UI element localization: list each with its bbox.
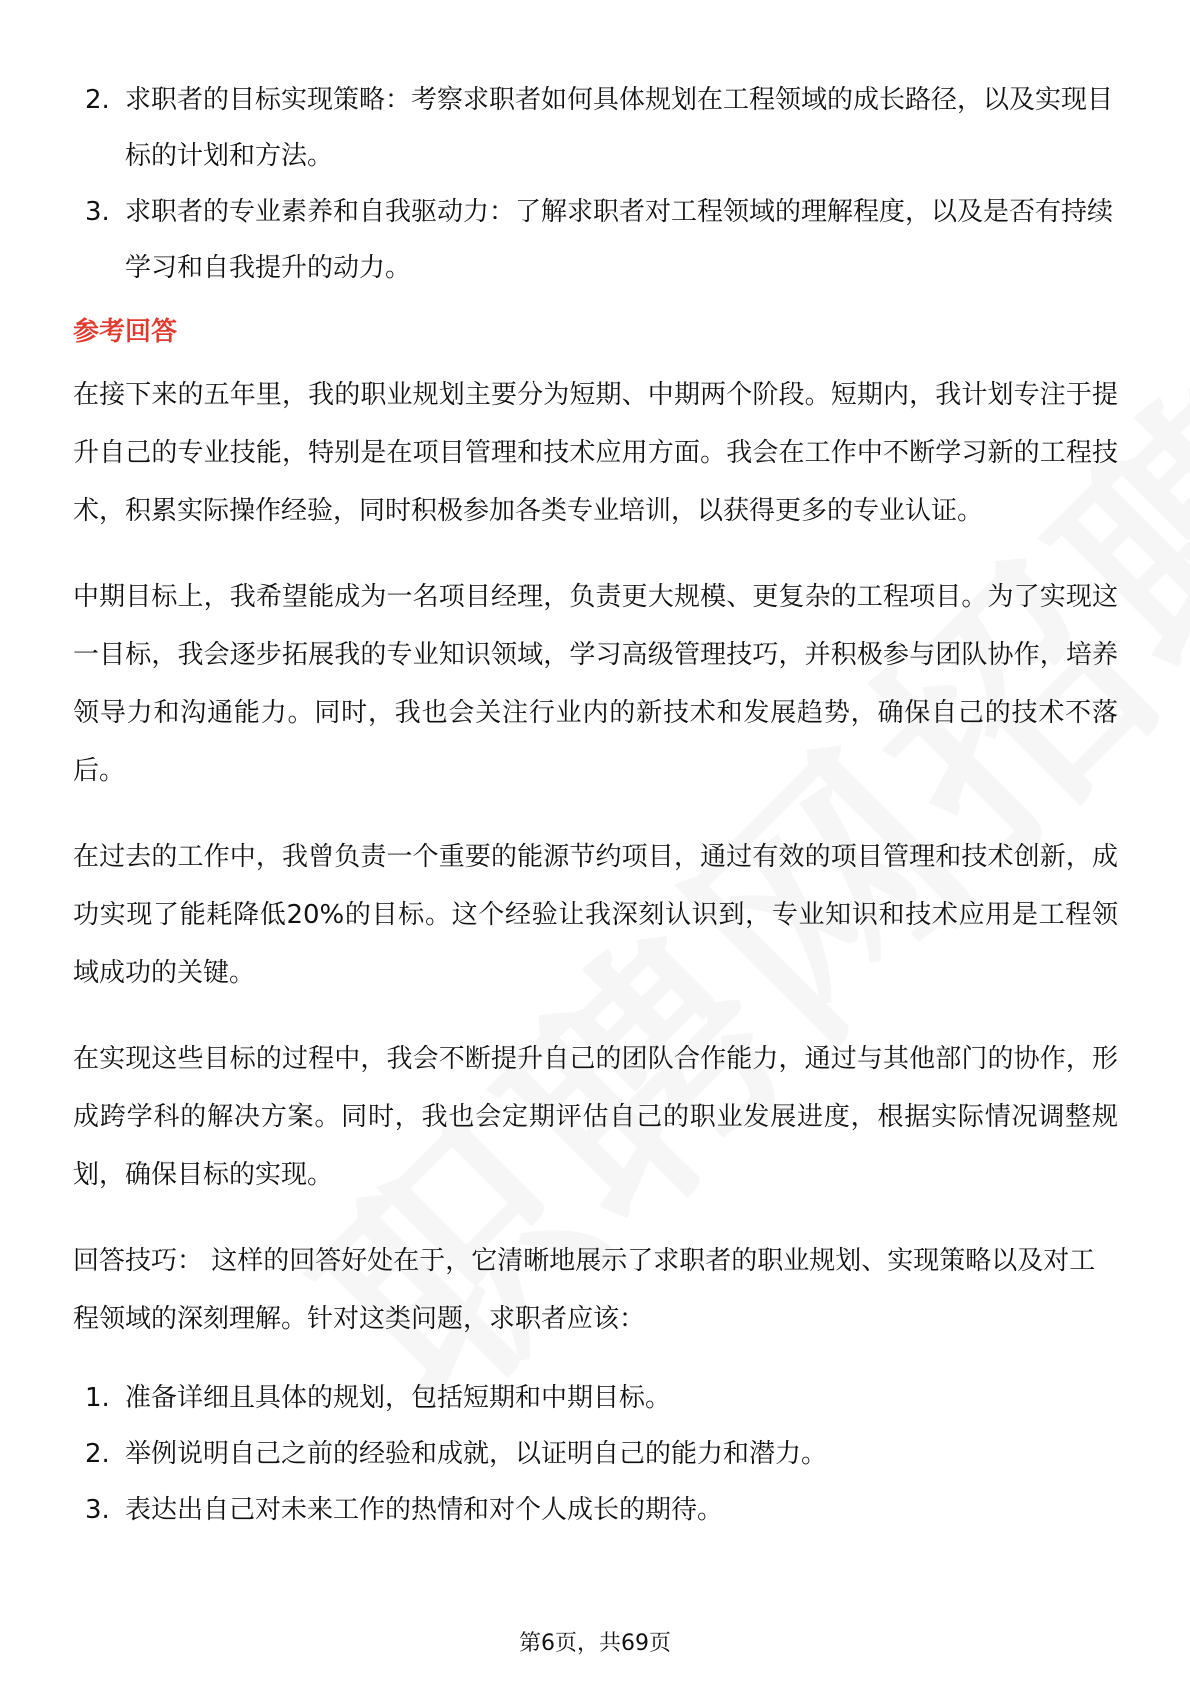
tips-list [73,1370,1118,1538]
list-item-number: 2. [85,1439,110,1469]
list-item [73,1370,1118,1426]
list-item-text: 求职者的专业素养和自我驱动力：了解求职者对工程领域的理解程度，以及是否有持续学习和自我提升的动力。 [125,197,1114,283]
list-item [73,184,1118,296]
intro-list [73,72,1118,296]
section-heading: 参考回答 [73,317,178,347]
list-item-number: 2. [85,85,110,115]
list-item-text: 举例说明自己之前的经验和成就，以证明自己的能力和潜力。 [125,1439,828,1469]
list-item [73,1426,1118,1482]
list-item-number: 3. [85,197,110,227]
list-item [73,1482,1118,1538]
list-item-text: 求职者的目标实现策略：考察求职者如何具体规划在工程领域的成长路径，以及实现目标的计划和方法。 [125,85,1114,171]
answer-tips: 回答技巧： 这样的回答好处在于，它清晰地展示了求职者的职业规划、实现策略以及对工程领域的深刻理解。针对这类问题，求职者应该： [73,1246,1096,1334]
list-item-number: 3. [85,1495,110,1525]
list-item-text: 表达出自己对未来工作的热情和对个人成长的期待。 [125,1495,724,1525]
answer-paragraph: 在接下来的五年里，我的职业规划主要分为短期、中期两个阶段。短期内，我计划专注于提升自己的专业技能，特别是在项目管理和技术应用方面。我会在工作中不断学习新的工程技术，积累实际操作经验，同时积极参加各类专业培训，以获得更多的专业认证。 [73,380,1118,526]
answer-paragraph: 中期目标上，我希望能成为一名项目经理，负责更大规模、更复杂的工程项目。为了实现这一目标，我会逐步拓展我的专业知识领域，学习高级管理技巧，并积极参与团队协作，培养领导力和沟通能力。同时，我也会关注行业内的新技术和发展趋势，确保自己的技术不落后。 [73,582,1118,786]
list-item-number: 1. [85,1383,110,1413]
page-number-footer: 第6页，共69页 [519,1631,671,1656]
list-item-text: 准备详细且具体的规划，包括短期和中期目标。 [125,1383,672,1413]
answer-paragraph: 在实现这些目标的过程中，我会不断提升自己的团队合作能力，通过与其他部门的协作，形成跨学科的解决方案。同时，我也会定期评估自己的职业发展进度，根据实际情况调整规划，确保目标的实现。 [73,1044,1118,1190]
list-item [73,72,1118,184]
answer-paragraph: 在过去的工作中，我曾负责一个重要的能源节约项目，通过有效的项目管理和技术创新，成功实现了能耗降低20%的目标。这个经验让我深刻认识到，专业知识和技术应用是工程领域成功的关键。 [73,842,1118,988]
page-content [73,72,1118,1538]
